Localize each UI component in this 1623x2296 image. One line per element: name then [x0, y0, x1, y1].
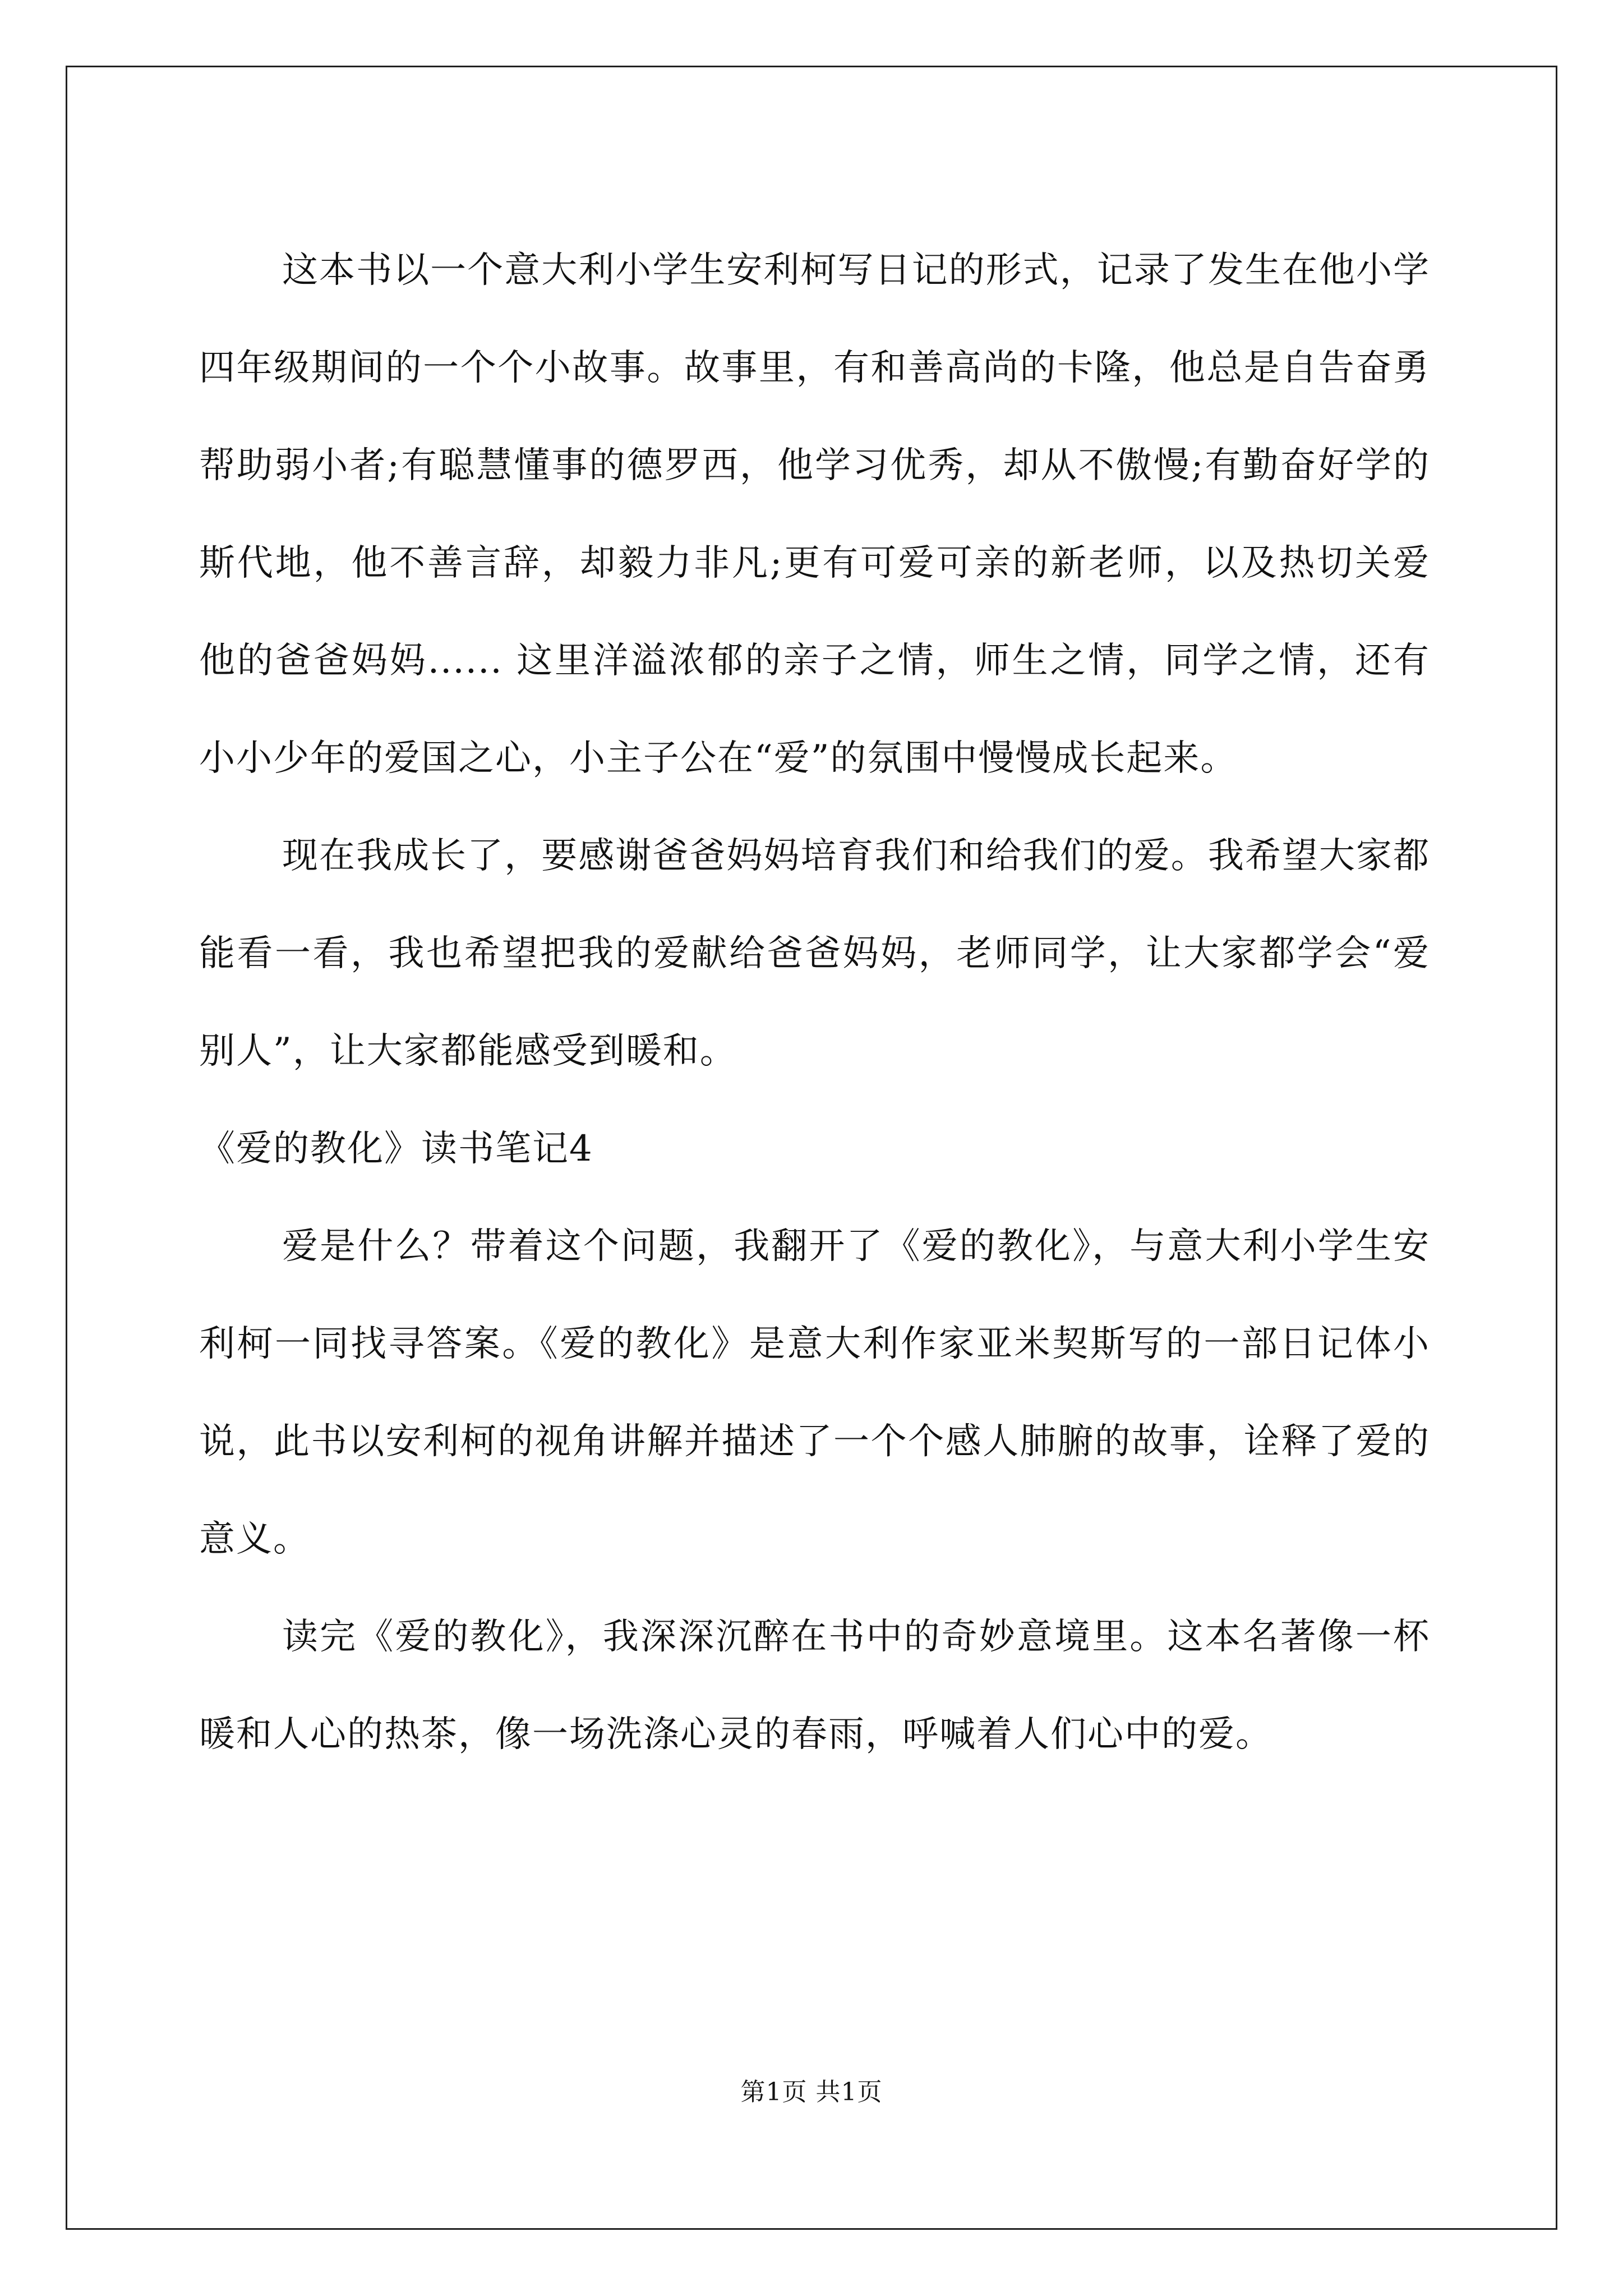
paragraph-1: 这本书以一个意大利小学生安利柯写日记的形式，记录了发生在他小学四年级期间的一个个小故事。故事里，有和善高尚的卡隆，他总是自告奋勇帮助弱小者;有聪慧懂事的德罗西，他学习优秀，却从不傲慢;有勤奋好学的斯代地，他不善言辞，却毅力非凡;更有可爱可亲的新老师，以及热切关爱他的爸爸妈妈...... 这里洋溢浓郁的亲子之情，师生之情，同学之情，还有小小少年的爱国之心，小主子公在“爱”的氛围中慢慢成长起来。 — [199, 250, 1430, 779]
page-footer: 第1页 共1页 — [740, 2078, 883, 2106]
paragraph-3: 爱是什么？带着这个问题，我翻开了《爱的教化》，与意大利小学生安利柯一同找寻答案。《爱的教化》是意大利作家亚米契斯写的一部日记体小说，此书以安利柯的视角讲解并描述了一个个感人肺腑的故事，诠释了爱的意义。 — [199, 1226, 1430, 1560]
document-body — [199, 222, 1430, 1783]
paragraph-2: 现在我成长了，要感谢爸爸妈妈培育我们和给我们的爱。我希望大家都能看一看，我也希望把我的爱献给爸爸妈妈，老师同学，让大家都学会“爱别人”，让大家都能感受到暖和。 — [199, 835, 1430, 1072]
section-heading: 《爱的教化》读书笔记4 — [199, 1128, 593, 1170]
paragraph-4: 读完《爱的教化》，我深深沉醉在书中的奇妙意境里。这本名著像一杯暖和人心的热茶，像一场洗涤心灵的春雨，呼喊着人们心中的爱。 — [199, 1616, 1430, 1755]
